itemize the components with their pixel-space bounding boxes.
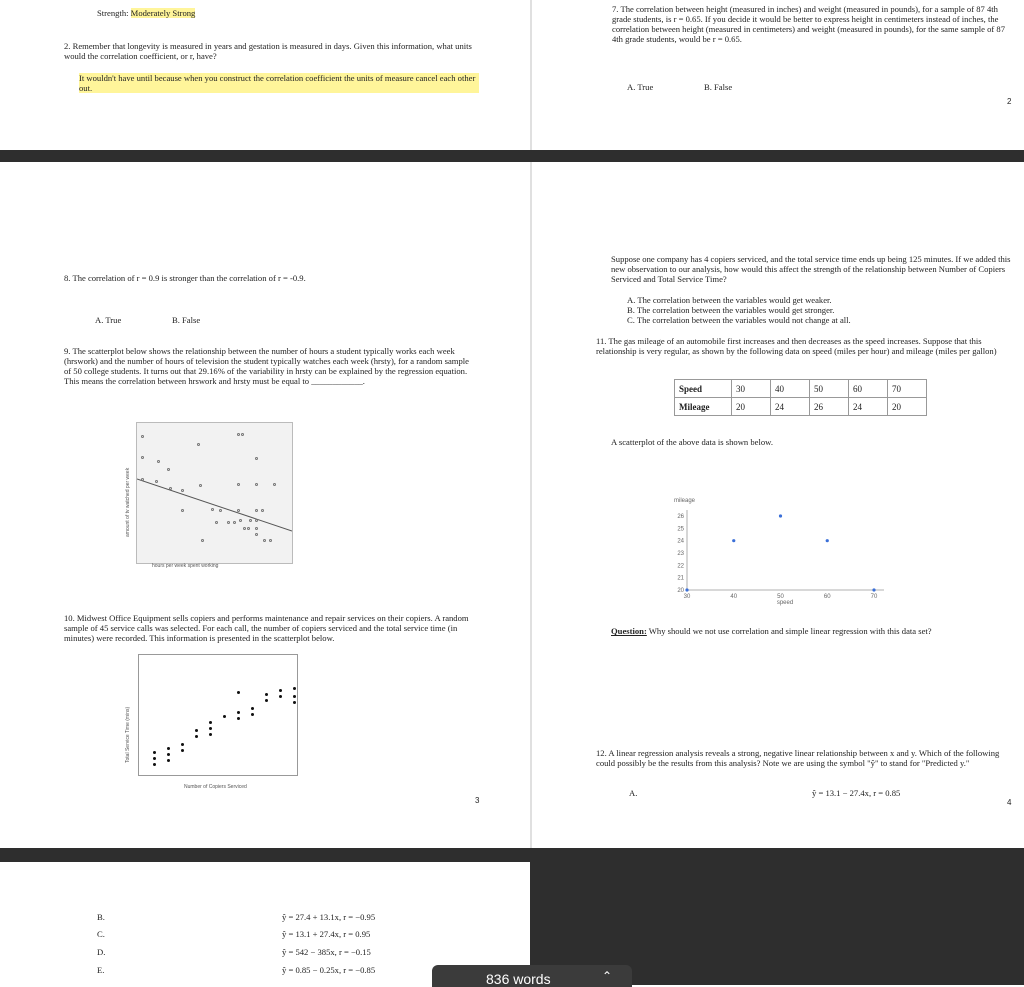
expand-chevron-icon[interactable]: ⌃ — [602, 969, 613, 983]
y-tick-label: 21 — [677, 575, 684, 582]
mileage-scatterplot — [664, 492, 894, 607]
q12-option-a-label[interactable]: A. — [629, 788, 638, 798]
regression-line — [137, 423, 292, 563]
data-point — [279, 695, 282, 698]
page-number: 2 — [1007, 97, 1012, 106]
question-7: 7. The correlation between height (measured in inches) and weight (measured in pounds), for a sample of 87 4th grade students, is r = 0.65. If you decide it would be better to express height in centimeters instead of inches, the correlation between height (measured in centimeters) and weight (measured in pounds), for the same sample of 87 4th grade students, would be r = 0.65. — [612, 4, 1006, 44]
q12-option-c-equation: ŷ = 13.1 + 27.4x, r = 0.95 — [282, 929, 371, 939]
question-10: 10. Midwest Office Equipment sells copiers and performs maintenance and repair services on their copiers. A random sample of 45 service calls was selected. For each call, the number of copiers serviced and the total service time (in minutes) were recorded. This information is presented in the scatterplot below. — [64, 613, 469, 643]
page-number: 3 — [475, 796, 480, 805]
data-point — [237, 711, 240, 714]
data-point — [243, 527, 246, 530]
strength-label: Strength: — [97, 8, 129, 18]
x-axis-label: hours per week spent working — [152, 563, 219, 569]
table-cell: 24 — [849, 398, 888, 416]
data-point — [255, 527, 258, 530]
data-points — [685, 514, 875, 591]
data-point — [199, 484, 202, 487]
data-point — [732, 539, 735, 542]
table-cell: 20 — [888, 398, 927, 416]
data-point — [237, 509, 240, 512]
plot-area — [138, 654, 298, 776]
q12-option-e-equation: ŷ = 0.85 − 0.25x, r = −0.85 — [282, 965, 376, 975]
data-point — [141, 478, 144, 481]
page-2-left — [0, 0, 530, 150]
table-cell: 24 — [771, 398, 810, 416]
data-point — [826, 539, 829, 542]
data-point — [181, 749, 184, 752]
data-point — [265, 699, 268, 702]
data-point — [872, 588, 875, 591]
q12-option-c-label[interactable]: C. — [97, 929, 105, 939]
q12-option-e-label[interactable]: E. — [97, 965, 105, 975]
x-tick-label: 40 — [730, 594, 738, 600]
data-point — [157, 460, 160, 463]
data-point — [215, 521, 218, 524]
y-tick-label: 20 — [677, 588, 684, 594]
data-point — [265, 693, 268, 696]
data-point — [251, 713, 254, 716]
y-tick-label: 23 — [677, 551, 684, 557]
page-2-right — [532, 0, 1024, 150]
word-count-text: 836 words — [486, 971, 551, 987]
plot-area — [136, 422, 293, 564]
data-point — [155, 480, 158, 483]
data-point — [293, 695, 296, 698]
data-point — [227, 521, 230, 524]
data-point — [153, 751, 156, 754]
x-tick-label: 60 — [823, 594, 831, 600]
table-cell: 60 — [849, 380, 888, 398]
y-tick-label: 25 — [677, 526, 684, 533]
data-point — [181, 743, 184, 746]
q7-option-a[interactable]: A. True — [627, 82, 654, 92]
x-tick-label: 70 — [870, 594, 878, 600]
x-axis-label: Number of Copiers Serviced — [184, 784, 247, 790]
x-ticks — [684, 594, 878, 600]
data-point — [233, 521, 236, 524]
q8-option-a[interactable]: A. True — [95, 315, 122, 325]
q12-option-b-equation: ŷ = 27.4 + 13.1x, r = −0.95 — [282, 912, 376, 922]
x-tick-label: 50 — [777, 594, 784, 600]
data-point — [255, 457, 258, 460]
data-point — [219, 509, 222, 512]
y-tick-label: 26 — [677, 514, 684, 520]
data-point — [181, 489, 184, 492]
data-point — [223, 715, 226, 718]
copier-option-b[interactable]: B. The correlation between the variables would get stronger. — [627, 305, 835, 315]
question-2-answer: It wouldn't have until because when you construct the correlation coefficient the units of measure cancel each other out. — [79, 73, 479, 93]
copier-option-c[interactable]: C. The correlation between the variables would not change at all. — [627, 315, 851, 325]
x-tick-label: 30 — [683, 594, 691, 600]
scatterplot-copiers-service-time — [118, 652, 298, 800]
data-point — [209, 721, 212, 724]
q7-option-b[interactable]: B. False — [704, 82, 733, 92]
y-axis-label: mileage — [674, 498, 696, 504]
question-11: 11. The gas mileage of an automobile first increases and then decreases as the speed increases. Suppose that this relationship is very regular, as shown by the following data on speed (miles per hour) and mileage (miles per gallon) — [596, 336, 997, 356]
data-point — [209, 727, 212, 730]
data-point — [197, 443, 200, 446]
page-number: 4 — [1007, 798, 1012, 807]
data-point — [255, 533, 258, 536]
page-4 — [532, 162, 1024, 848]
y-ticks — [677, 514, 684, 594]
question-label: Question: — [611, 626, 647, 636]
strength-line — [97, 8, 195, 18]
q12-option-b-label[interactable]: B. — [97, 912, 105, 922]
data-point — [255, 509, 258, 512]
data-point — [263, 539, 266, 542]
data-point — [269, 539, 272, 542]
y-axis-label: Total Service Time (mins) — [125, 706, 131, 763]
data-point — [237, 691, 240, 694]
data-point — [153, 757, 156, 760]
table-row — [675, 398, 927, 416]
row-header: Speed — [675, 380, 732, 398]
data-point — [195, 735, 198, 738]
data-point — [249, 519, 252, 522]
data-point — [273, 483, 276, 486]
table-cell: 50 — [810, 380, 849, 398]
q12-option-d-label[interactable]: D. — [97, 947, 106, 957]
table-cell: 26 — [810, 398, 849, 416]
data-point — [141, 435, 144, 438]
data-point — [251, 707, 254, 710]
table-row — [675, 380, 927, 398]
data-point — [209, 733, 212, 736]
data-point — [237, 717, 240, 720]
row-header: Mileage — [675, 398, 732, 416]
page-gap-band — [0, 150, 1024, 162]
question-12: 12. A linear regression analysis reveals a strong, negative linear relationship between x and y. Which of the following could possibly be the results from this analysis? Note we are using the symbol "ŷ" to stand for "Predicted y." — [596, 748, 1000, 768]
data-point — [239, 519, 242, 522]
data-point — [195, 729, 198, 732]
data-point — [201, 539, 204, 542]
q8-option-b[interactable]: B. False — [172, 315, 201, 325]
question-9: 9. The scatterplot below shows the relationship between the number of hours a student typically works each week (hrswork) and the number of hours of television the student typically watches each week (hrsty), for a random sample of 50 college students. It turns out that 29.16% of the variability in hrsty can be explained by the regression equation. This means the correlation between hrswork and hrsty must be equal to ____________. — [64, 346, 469, 386]
page-3 — [0, 162, 530, 848]
speed-mileage-table — [674, 379, 927, 416]
q12-option-a-equation: ŷ = 13.1 − 27.4x, r = 0.85 — [812, 788, 901, 798]
data-point — [241, 433, 244, 436]
table-cell: 20 — [732, 398, 771, 416]
scatterplot-hrswork-hrstv — [122, 420, 292, 568]
data-point — [293, 701, 296, 704]
data-point — [279, 689, 282, 692]
data-point — [293, 687, 296, 690]
data-point — [247, 527, 250, 530]
y-tick-label: 22 — [677, 563, 684, 570]
x-axis-label: speed — [776, 600, 794, 606]
table-cell: 40 — [771, 380, 810, 398]
data-point — [261, 509, 264, 512]
data-point — [167, 468, 170, 471]
data-point — [181, 509, 184, 512]
question-text: Why should we not use correlation and simple linear regression with this data set? — [646, 626, 932, 636]
strength-value: Moderately Strong — [130, 8, 196, 18]
data-point — [167, 759, 170, 762]
data-point — [211, 508, 214, 511]
data-point — [237, 483, 240, 486]
data-point — [167, 753, 170, 756]
data-point — [237, 433, 240, 436]
data-point — [169, 487, 172, 490]
word-count-widget[interactable] — [432, 965, 632, 987]
data-point — [685, 588, 688, 591]
copier-option-a[interactable]: A. The correlation between the variables would get weaker. — [627, 295, 832, 305]
table-cell: 70 — [888, 380, 927, 398]
data-point — [255, 519, 258, 522]
data-point — [141, 456, 144, 459]
data-point — [167, 747, 170, 750]
question-2: 2. Remember that longevity is measured in years and gestation is measured in days. Given this information, what units would the correlation coefficient, or r, have? — [64, 41, 472, 61]
scatter-caption: A scatterplot of the above data is shown below. — [611, 437, 773, 447]
copier-question: Suppose one company has 4 copiers serviced, and the total service time ends up being 125 minutes. If we added this new observation to our analysis, how would this affect the strength of the relationship between Number of Copiers Serviced and Total Service Time? — [611, 254, 1011, 284]
data-point — [255, 483, 258, 486]
y-axis-label: amount of tv watched per week — [125, 467, 131, 537]
data-point — [779, 514, 782, 517]
question-8: 8. The correlation of r = 0.9 is stronger than the correlation of r = -0.9. — [64, 273, 306, 283]
table-cell: 30 — [732, 380, 771, 398]
data-point — [153, 763, 156, 766]
q12-option-d-equation: ŷ = 542 − 385x, r = −0.15 — [282, 947, 371, 957]
y-tick-label: 24 — [677, 538, 684, 545]
question-line — [611, 626, 932, 636]
page-gap-band — [0, 848, 1024, 862]
